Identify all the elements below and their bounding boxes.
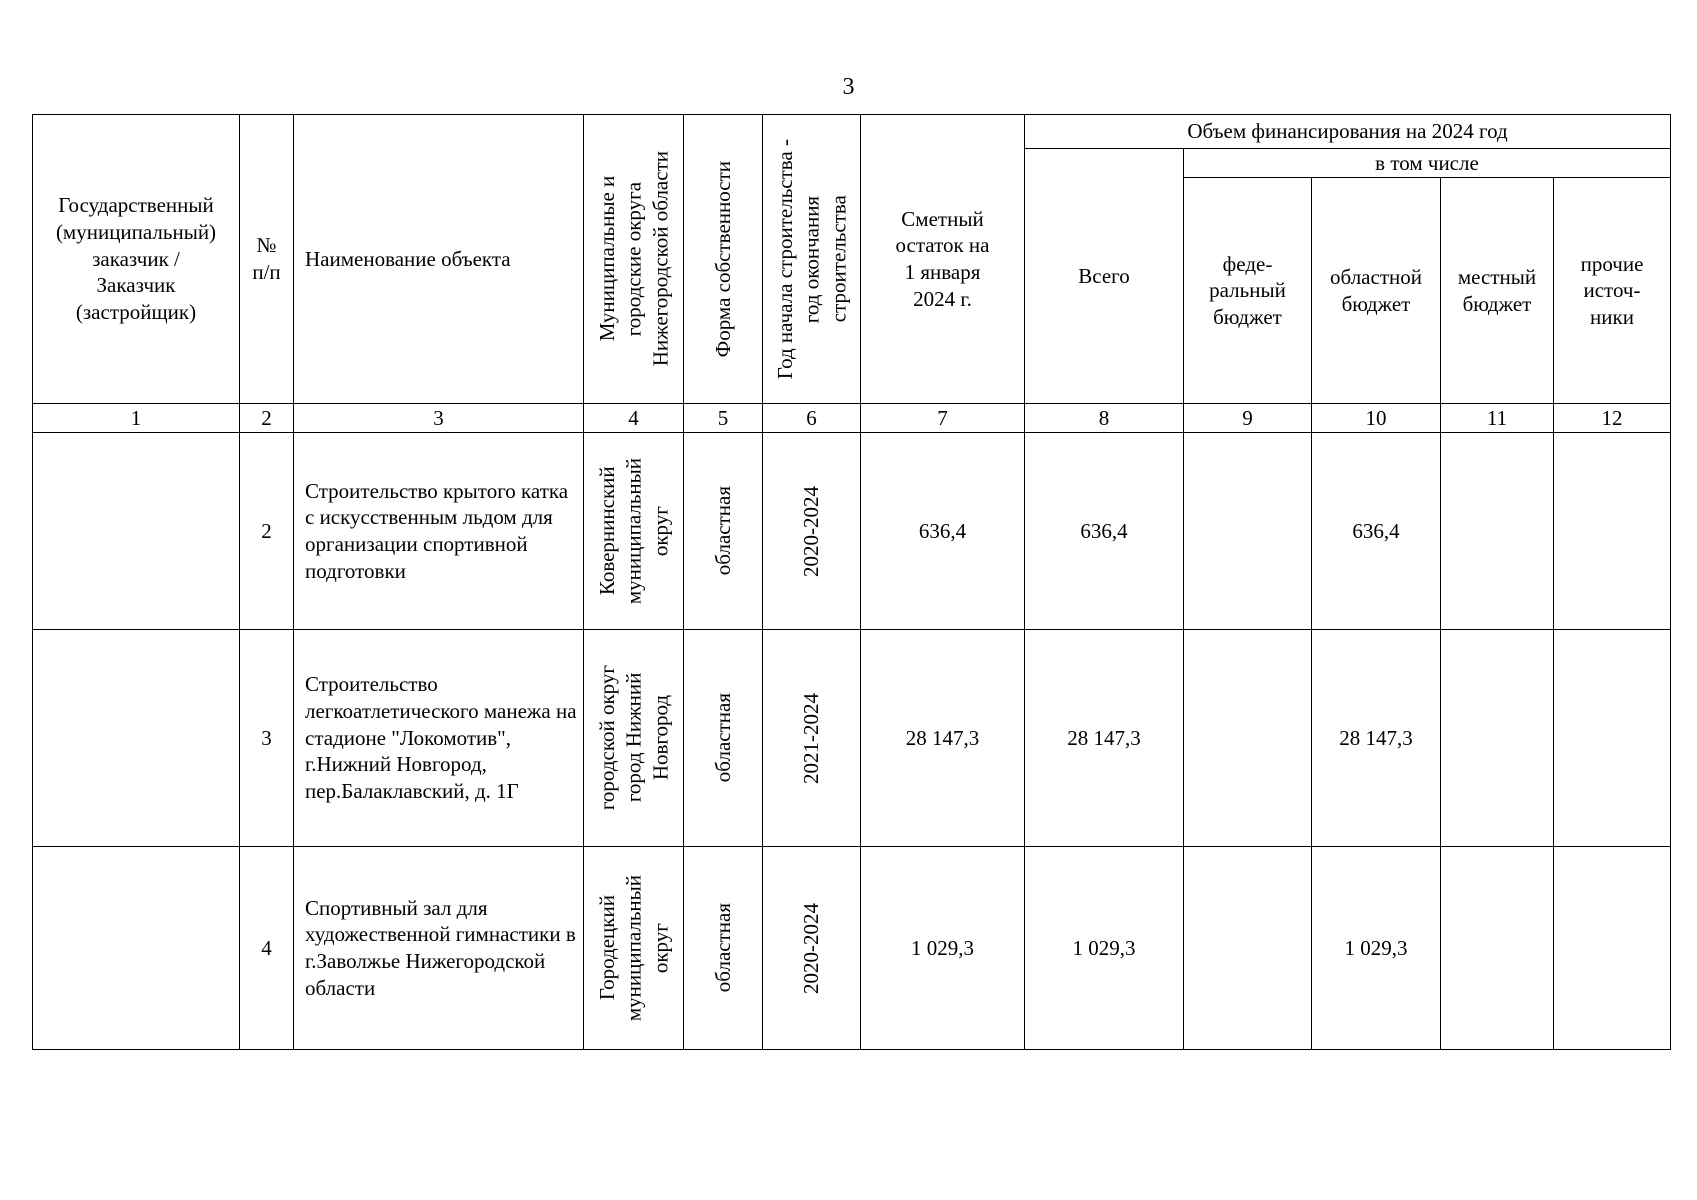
header-row-number: № п/п [240,115,294,404]
cell-regional-budget: 636,4 [1312,433,1441,630]
cell-years [763,630,861,847]
cell-other-sources [1554,630,1671,847]
cell-row-number: 4 [240,847,294,1050]
column-number: 2 [240,404,294,433]
cell-total: 1 029,3 [1025,847,1184,1050]
cell-ownership-text: областная [710,903,735,993]
cell-local-budget [1441,433,1554,630]
header-total: Всего [1025,149,1184,404]
header-object-name: Наименование объекта [294,115,584,404]
cell-customer [33,630,240,847]
construction-objects-table [32,114,1671,1050]
column-number: 7 [861,404,1025,433]
cell-local-budget [1441,630,1554,847]
cell-ownership [684,847,763,1050]
column-numbers-row [33,404,1671,433]
column-number: 8 [1025,404,1184,433]
cell-other-sources [1554,433,1671,630]
cell-total: 28 147,3 [1025,630,1184,847]
cell-municipality-text: городской округ город Нижний Новгород [594,665,672,811]
table-row [33,847,1671,1050]
column-number: 1 [33,404,240,433]
column-number: 11 [1441,404,1554,433]
column-number: 4 [584,404,684,433]
header-ownership-text: Форма собственности [710,160,735,358]
cell-years-text: 2020-2024 [799,902,824,994]
cell-municipality [584,433,684,630]
header-local-budget: местный бюджет [1441,178,1554,404]
header-customer: Государственный (муниципальный) заказчик / Заказчик (застройщик) [33,115,240,404]
cell-estimated-balance: 1 029,3 [861,847,1025,1050]
cell-total: 636,4 [1025,433,1184,630]
header-federal-budget: феде- ральный бюджет [1184,178,1312,404]
table-row [33,433,1671,630]
cell-years-text: 2020-2024 [799,485,824,577]
cell-years [763,847,861,1050]
cell-customer [33,847,240,1050]
cell-ownership-text: областная [710,486,735,576]
column-number: 3 [294,404,584,433]
cell-regional-budget: 28 147,3 [1312,630,1441,847]
table-row [33,630,1671,847]
cell-years-text: 2021-2024 [799,692,824,784]
cell-customer [33,433,240,630]
cell-object-name: Спортивный зал для художественной гимнастики в г.Заволжье Нижегородской области [294,847,584,1050]
cell-ownership [684,433,763,630]
cell-federal-budget [1184,847,1312,1050]
header-other-sources: прочие источ- ники [1554,178,1671,404]
column-number: 6 [763,404,861,433]
cell-municipality-text: Ковернинский муниципальный округ [594,457,672,605]
header-municipality-text: Муниципальные и городские округа Нижегородской области [594,151,672,367]
header-regional-budget: областной бюджет [1312,178,1441,404]
column-number: 12 [1554,404,1671,433]
page-number: 3 [842,74,855,100]
header-estimated-balance: Сметный остаток на 1 января 2024 г. [861,115,1025,404]
header-years [763,115,861,404]
cell-regional-budget: 1 029,3 [1312,847,1441,1050]
cell-row-number: 2 [240,433,294,630]
header-municipality [584,115,684,404]
column-number: 5 [684,404,763,433]
column-number: 9 [1184,404,1312,433]
header-financing-2024: Объем финансирования на 2024 год [1025,115,1671,149]
cell-municipality-text: Городецкий муниципальный округ [594,874,672,1022]
cell-municipality [584,630,684,847]
cell-ownership [684,630,763,847]
cell-other-sources [1554,847,1671,1050]
header-years-text: Год начала строительства - год окончания строительства [772,138,850,380]
cell-estimated-balance: 636,4 [861,433,1025,630]
cell-federal-budget [1184,630,1312,847]
cell-ownership-text: областная [710,693,735,783]
cell-years [763,433,861,630]
cell-federal-budget [1184,433,1312,630]
header-ownership [684,115,763,404]
cell-local-budget [1441,847,1554,1050]
cell-object-name: Строительство легкоатлетического манежа на стадионе "Локомотив", г.Нижний Новгород, пер.Балаклавский, д. 1Г [294,630,584,847]
cell-object-name: Строительство крытого катка с искусственным льдом для организации спортивной подготовки [294,433,584,630]
cell-municipality [584,847,684,1050]
cell-estimated-balance: 28 147,3 [861,630,1025,847]
header-including: в том числе [1184,149,1671,178]
column-number: 10 [1312,404,1441,433]
cell-row-number: 3 [240,630,294,847]
